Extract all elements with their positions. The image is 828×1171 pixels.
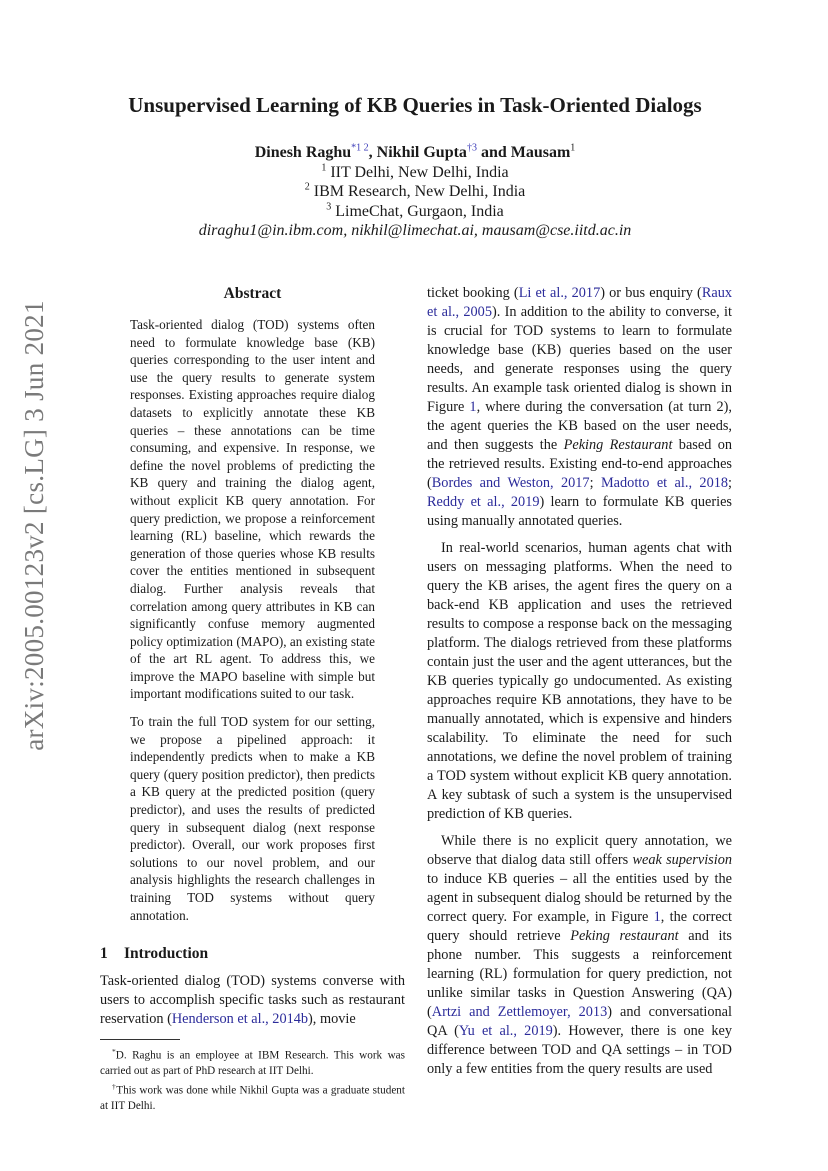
body-text: ticket booking ( <box>427 285 519 301</box>
author-2: Nikhil Gupta <box>376 144 467 161</box>
intro-text: Task-oriented dialog (TOD) systems converse with users to accomplish specific tasks such as restaurant reservation ( <box>100 973 405 1028</box>
body-text: to induce KB queries – all the entities used by the agent in subsequent dialog should be returned by the correct query. For example, in Figure <box>427 871 732 925</box>
footnote-divider <box>100 1039 180 1040</box>
body-text: While there is no explicit query annotation, we observe that dialog data still offers <box>427 833 732 868</box>
emphasis-text: weak supervision <box>632 852 732 868</box>
body-text: ) or bus enquiry ( <box>600 285 702 301</box>
figure-link[interactable]: 1 <box>653 909 661 925</box>
body-text: ; <box>728 475 732 491</box>
body-text: ). In addition to the ability to converse, it is crucial for TOD systems to learn to formulate knowledge base (KB) queries based on the user needs, and generate responses using the query results. An example task oriented dialog is shown in Figure <box>427 304 732 415</box>
footnote-1-text: D. Raghu is an employee at IBM Research. This work was carried out as part of PhD research at IIT Delhi. <box>100 1049 405 1077</box>
body-text: ; <box>589 475 601 491</box>
citation-link[interactable]: Bordes and Weston, 2017 <box>431 475 590 491</box>
footnote-2-mark: † <box>112 1081 117 1091</box>
arxiv-stamp <box>6 205 62 845</box>
body-text: ) and conversational QA ( <box>427 1004 732 1039</box>
author-1-mark: *1 2 <box>351 142 369 154</box>
citation-link[interactable]: Raux et al., 2005 <box>427 285 732 320</box>
body-text: ) learn to formulate KB queries using manually annotated queries. <box>427 494 732 529</box>
arxiv-stamp-text: arXiv:2005.00123v2 [cs.LG] 3 Jun 2021 <box>18 299 49 751</box>
body-paragraph-1 <box>427 284 732 531</box>
citation-link[interactable]: Henderson et al., 2014b <box>171 1011 309 1028</box>
affiliation-2-text: IBM Research, New Delhi, India <box>309 183 526 200</box>
author-sep-1: , <box>368 144 377 161</box>
author-emails: diraghu1@in.ibm.com, nikhil@limechat.ai, mausam@cse.iitd.ac.in <box>198 222 632 239</box>
abstract-heading: Abstract <box>223 285 282 302</box>
author-3-mark: 1 <box>570 142 576 154</box>
footnote-1 <box>100 1044 405 1079</box>
footnote-2-text: This work was done while Nikhil Gupta was a graduate student at IIT Delhi. <box>100 1084 405 1112</box>
emphasis-text: Peking Restaurant <box>563 437 673 453</box>
intro-text: ), movie <box>308 1011 356 1028</box>
affiliation-3-num: 3 <box>326 201 332 213</box>
intro-paragraph-1 <box>100 972 405 1029</box>
affiliation-2-num: 2 <box>304 181 310 193</box>
author-3: Mausam <box>510 144 571 161</box>
author-2-mark: †3 <box>466 142 477 154</box>
affiliation-1-text: IIT Delhi, New Delhi, India <box>326 163 509 181</box>
affiliation-1-num: 1 <box>321 162 327 174</box>
body-paragraph-2: In real-world scenarios, human agents chat with users on messaging platforms. When the need to query the KB arises, the agent fires the query on a back-end KB application and uses the retrieved results to compose a response back on the messaging platform. The dialogs retrieved from these platforms contain just the user and the agent utterances, but the KB queries typically go undocumented. As existing approaches require KB annotations, they have to be manually annotated, which is expensive and hinders scalability. To eliminate the need for such annotations, we define the novel problem of training a TOD system without explicit KB query annotation. A key subtask of such a system is the unsupervised prediction of KB queries. <box>427 540 732 822</box>
body-text: , where during the conversation (at turn 2), the agent queries the KB based on the user needs, and then suggests the <box>427 399 733 453</box>
emphasis-text: Peking restaurant <box>570 928 679 944</box>
left-column <box>100 284 405 1114</box>
affiliation-3 <box>100 202 730 222</box>
citation-link[interactable]: Li et al., 2017 <box>518 285 601 301</box>
author-1: Dinesh Raghu <box>254 144 352 161</box>
author-names <box>100 143 730 163</box>
paper-title: Unsupervised Learning of KB Queries in Task-Oriented Dialogs <box>128 93 702 117</box>
affiliation-2 <box>100 182 730 202</box>
section-title: Introduction <box>124 945 209 963</box>
citation-link[interactable]: Artzi and Zettlemoyer, 2013 <box>431 1004 608 1020</box>
abstract-body <box>130 316 375 924</box>
footnote-1-mark: * <box>112 1047 116 1057</box>
body-text: ). However, there is one key difference between TOD and QA settings – in TOD only a few entities from the query results are used <box>427 1023 732 1077</box>
affiliation-1 <box>100 163 730 183</box>
body-text: and its phone number. This suggests a reinforcement learning (RL) formulation for query prediction, not unlike similar tasks in Question Answering (QA) ( <box>427 928 732 1020</box>
body-text: based on the retrieved results. Existing end-to-end approaches ( <box>427 437 733 491</box>
abstract-paragraph-2: To train the full TOD system for our setting, we propose a pipelined approach: it independently predicts when to make a KB query (query position predictor), then predicts a KB query at the predicted position (query predictor), and uses the results of predicted query in subsequent dialog (next response predictor). Overall, our work proposes first solutions to our novel problem, and our analysis highlights the research challenges in training TOD systems without query annotation. <box>130 714 375 923</box>
citation-link[interactable]: Yu et al., 2019 <box>458 1023 553 1039</box>
body-paragraph-3 <box>427 832 732 1079</box>
author-sep-2: and <box>476 144 511 161</box>
abstract-paragraph-1: Task-oriented dialog (TOD) systems often need to formulate knowledge base (KB) queries corresponding to the user intent and use the query results to generate system responses. Existing approaches require dialog datasets to explicitly annotate these KB queries – these annotations can be time consuming, and expensive. In response, we define the novel problems of predicting the KB query and training the dialog agent, without explicit KB query annotation. For query prediction, we propose a reinforcement learning (RL) baseline, which rewards the generation of those queries whose KB results cover the entities mentioned in subsequent dialog. Further analysis reveals that correlation among query attributes in KB can significantly confuse memory augmented policy optimization (MAPO), an existing state of the art RL agent. To address this, we improve the MAPO baseline with simple but important modifications suited to our task. <box>130 317 375 702</box>
right-column <box>427 284 732 1079</box>
body-text: , the correct query should retrieve <box>427 909 732 944</box>
author-block <box>100 143 730 241</box>
section-number: 1 <box>100 945 108 963</box>
footnote-2 <box>100 1079 405 1114</box>
affiliation-3-text: LimeChat, Gurgaon, India <box>331 202 504 220</box>
section-heading-introduction <box>100 944 405 964</box>
figure-link[interactable]: 1 <box>469 399 477 415</box>
citation-link[interactable]: Reddy et al., 2019 <box>427 494 540 510</box>
citation-link[interactable]: Madotto et al., 2018 <box>600 475 729 491</box>
